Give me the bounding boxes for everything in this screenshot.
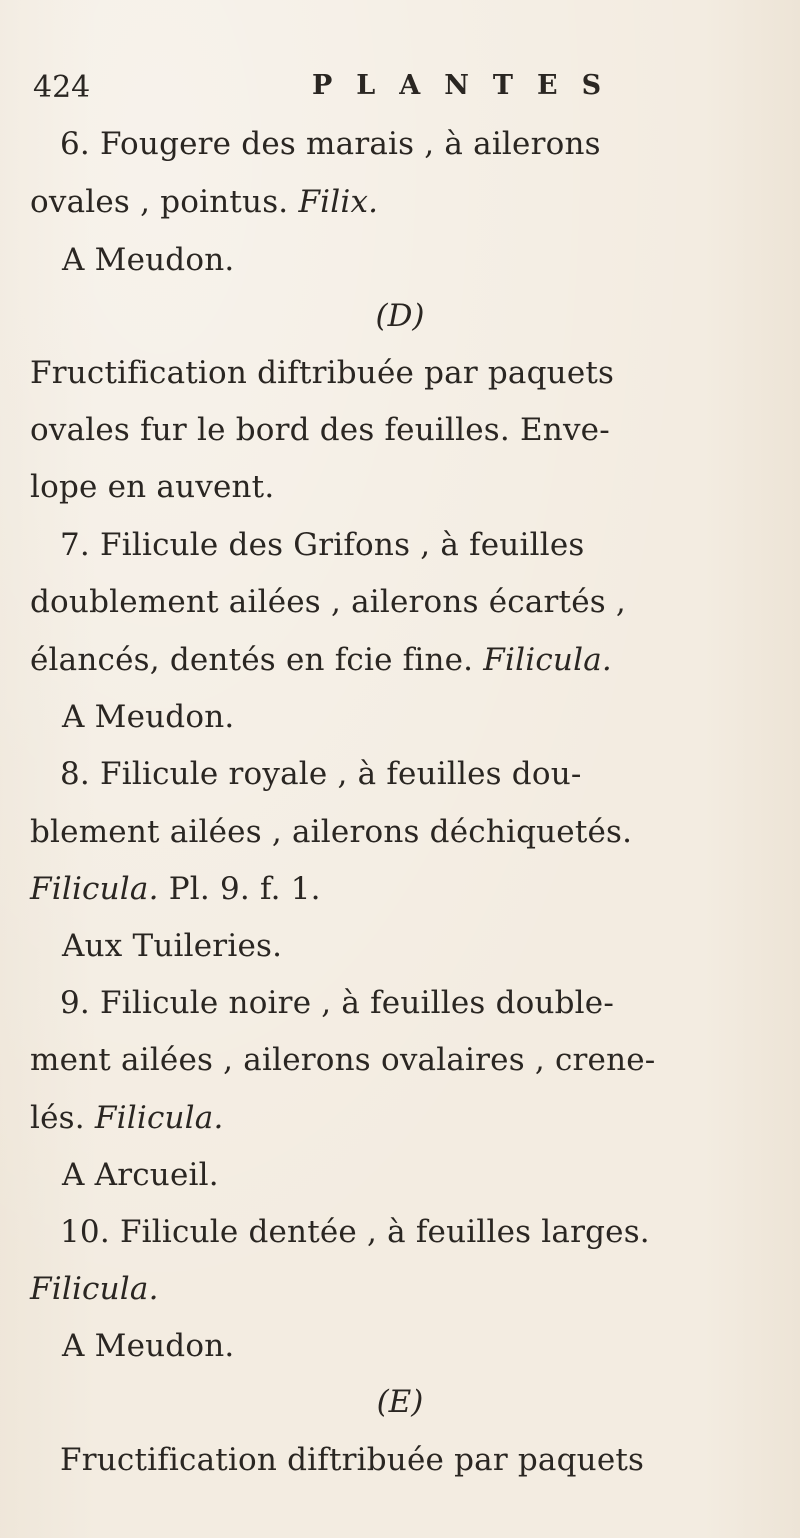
text-line: ovales fur le bord des feuilles. Enve- [30, 412, 610, 448]
locality-line: A Meudon. [62, 242, 235, 278]
text-line [30, 869, 321, 909]
text-line: 6. Fougere des marais , à ailerons [60, 126, 601, 162]
locality-line: Aux Tuileries. [62, 928, 283, 964]
locality-line: A Meudon. [62, 699, 235, 735]
text-span: ovales , pointus. [30, 184, 289, 220]
page-number: 424 [33, 70, 91, 105]
text-line: 9. Filicule noire , à feuilles double- [60, 985, 615, 1021]
text-line: blement ailées , ailerons déchiquetés. [30, 814, 633, 850]
locality-line: A Meudon. [62, 1328, 235, 1364]
text-line: Fructification diftribuée par paquets [60, 1442, 645, 1478]
section-marker [0, 1382, 800, 1422]
text-line [30, 1098, 224, 1138]
latin-name: Filicula. [30, 871, 159, 907]
text-line: 7. Filicule des Grifons , à feuilles [60, 527, 585, 563]
text-line: 10. Filicule dentée , à feuilles larges. [60, 1214, 650, 1250]
latin-name: Filicula. [30, 1271, 159, 1307]
text-span: lés. [30, 1100, 85, 1136]
section-label: (D) [375, 298, 425, 334]
text-line [30, 182, 378, 222]
section-marker [0, 296, 800, 336]
text-line [30, 640, 612, 680]
latin-name: Filicula. [94, 1100, 224, 1136]
text-line: doublement ailées , ailerons écartés , [30, 584, 626, 620]
running-title: PLANTES [312, 70, 626, 101]
latin-name: Filix. [298, 184, 379, 220]
text-line: 8. Filicule royale , à feuilles dou- [60, 756, 582, 792]
text-line: ment ailées , ailerons ovalaires , crene- [30, 1042, 656, 1078]
plate-reference: Pl. 9. f. 1. [168, 871, 321, 907]
text-span: élancés, dentés en fcie fine. [30, 642, 474, 678]
latin-name: Filicula. [483, 642, 612, 678]
locality-line: A Arcueil. [62, 1157, 219, 1193]
section-label: (E) [376, 1384, 424, 1420]
text-line: lope en auvent. [30, 469, 275, 505]
text-line: Fructification diftribuée par paquets [30, 355, 615, 391]
